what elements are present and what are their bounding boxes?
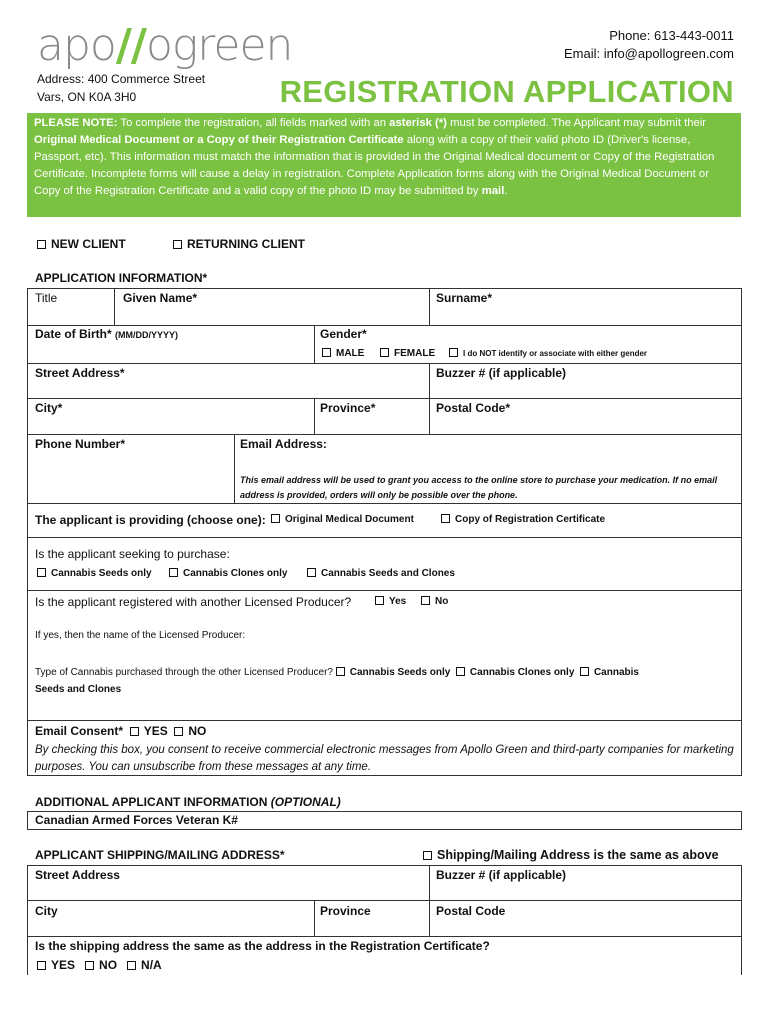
- copy-cert-option[interactable]: Copy of Registration Certificate: [441, 514, 605, 525]
- consent-yes-option[interactable]: YES: [130, 724, 168, 738]
- type-clones-option[interactable]: Cannabis Clones only: [456, 667, 574, 678]
- email-note: This email address will be used to grant you access to the online store to purchase your medication. If no email address is provided, orders will only be possible over the phone.: [240, 475, 718, 500]
- seeds-only-option[interactable]: Cannabis Seeds only: [37, 568, 152, 579]
- gender-label: Gender*: [320, 327, 367, 341]
- registered-question: Is the applicant registered with another Licensed Producer?: [35, 595, 352, 609]
- providing-question: The applicant is providing (choose one):: [35, 513, 266, 527]
- gender-female-option[interactable]: FEMALE: [380, 348, 435, 359]
- ship-city-label: City: [35, 904, 58, 918]
- email-consent-row: Email Consent* YES NO: [35, 724, 207, 738]
- registered-no-option[interactable]: No: [421, 596, 448, 607]
- cert-yes-option[interactable]: YES: [37, 958, 75, 972]
- contact-info: [564, 27, 734, 63]
- phone-label: Phone Number*: [35, 437, 126, 451]
- please-note-box: PLEASE NOTE: To complete the registration, all fields marked with an asterisk (*) must be completed. The Applicant may submit their Original Medical Document or a Copy of their Registration Certificate along with a copy of their valid photo ID (Driver's license, Passport, etc). This information must match the information that is provided in the Original Medical document or Copy of the Registration Certificate. Incomplete forms will cause a delay in registration. Complete Application forms along with the Original Medical Document or Copy of the Registration Certificate and a valid copy of the photo ID may be submitted by mail.: [27, 113, 741, 217]
- clones-only-option[interactable]: Cannabis Clones only: [169, 568, 287, 579]
- same-address-option[interactable]: Shipping/Mailing Address is the same as above: [423, 848, 719, 862]
- application-info-table: [27, 288, 742, 776]
- seeking-question: Is the applicant seeking to purchase:: [35, 547, 230, 561]
- postal-label: Postal Code*: [436, 401, 511, 415]
- province-label: Province*: [320, 401, 376, 415]
- registered-yes-option[interactable]: Yes: [375, 596, 406, 607]
- email-text: Email: info@apollogreen.com: [563, 46, 734, 61]
- buzzer-label: Buzzer # (if applicable): [436, 366, 567, 380]
- dob-label: Date of Birth* (MM/DD/YYYY): [35, 327, 179, 341]
- ship-buzzer-label: Buzzer # (if applicable): [436, 868, 567, 882]
- gender-male-option[interactable]: MALE: [322, 348, 364, 359]
- returning-client-option[interactable]: RETURNING CLIENT: [173, 237, 305, 251]
- seeds-and-clones-option[interactable]: Cannabis Seeds and Clones: [307, 568, 455, 579]
- email-label: Email Address:: [240, 437, 327, 451]
- surname-label: Surname*: [436, 291, 493, 305]
- cert-na-option[interactable]: N/A: [127, 958, 162, 972]
- consent-no-option[interactable]: NO: [174, 724, 206, 738]
- cert-no-option[interactable]: NO: [85, 958, 117, 972]
- street-label: Street Address*: [35, 366, 125, 380]
- cannabis-type-question: Type of Cannabis purchased through the other Licensed Producer? Cannabis Seeds only Cannabis Clones only Cannabis Seeds and Clones: [35, 667, 639, 695]
- page-title: REGISTRATION APPLICATION: [279, 74, 734, 109]
- type-both-option[interactable]: Cannabis: [580, 667, 639, 678]
- additional-info-heading: ADDITIONAL APPLICANT INFORMATION (OPTIONAL): [35, 795, 341, 809]
- gender-nonid-option[interactable]: I do NOT identify or associate with either gender: [449, 348, 647, 358]
- application-info-heading: APPLICATION INFORMATION*: [35, 271, 208, 285]
- consent-text: By checking this box, you consent to receive commercial electronic messages from Apollo Green and third-party companies for marketing purposes. You can unsubscribe from these messages at any time.: [35, 744, 734, 773]
- new-client-option[interactable]: NEW CLIENT: [37, 237, 126, 251]
- original-doc-option[interactable]: Original Medical Document: [271, 514, 414, 525]
- given-name-label: Given Name*: [123, 291, 198, 305]
- ship-postal-label: Postal Code: [436, 904, 506, 918]
- checkbox-icon[interactable]: [173, 240, 182, 249]
- cert-address-question: Is the shipping address the same as the address in the Registration Certificate?: [35, 939, 490, 953]
- checkbox-icon[interactable]: [37, 240, 46, 249]
- title-label: Title: [35, 291, 58, 305]
- veteran-label: Canadian Armed Forces Veteran K#: [35, 813, 238, 827]
- lp-name-label: If yes, then the name of the Licensed Producer:: [35, 630, 246, 641]
- phone-text: Phone: 613-443-0011: [609, 28, 734, 43]
- ship-street-label: Street Address: [35, 868, 120, 882]
- city-label: City*: [35, 401, 63, 415]
- type-seeds-option[interactable]: Cannabis Seeds only: [336, 667, 451, 678]
- cert-address-options: [37, 958, 162, 972]
- company-logo: apo//ogreen: [37, 20, 293, 71]
- company-address: Address: 400 Commerce Street Vars, ON K0A 3H0: [37, 72, 206, 104]
- shipping-heading: APPLICANT SHIPPING/MAILING ADDRESS*: [35, 848, 285, 862]
- ship-province-label: Province: [320, 904, 371, 918]
